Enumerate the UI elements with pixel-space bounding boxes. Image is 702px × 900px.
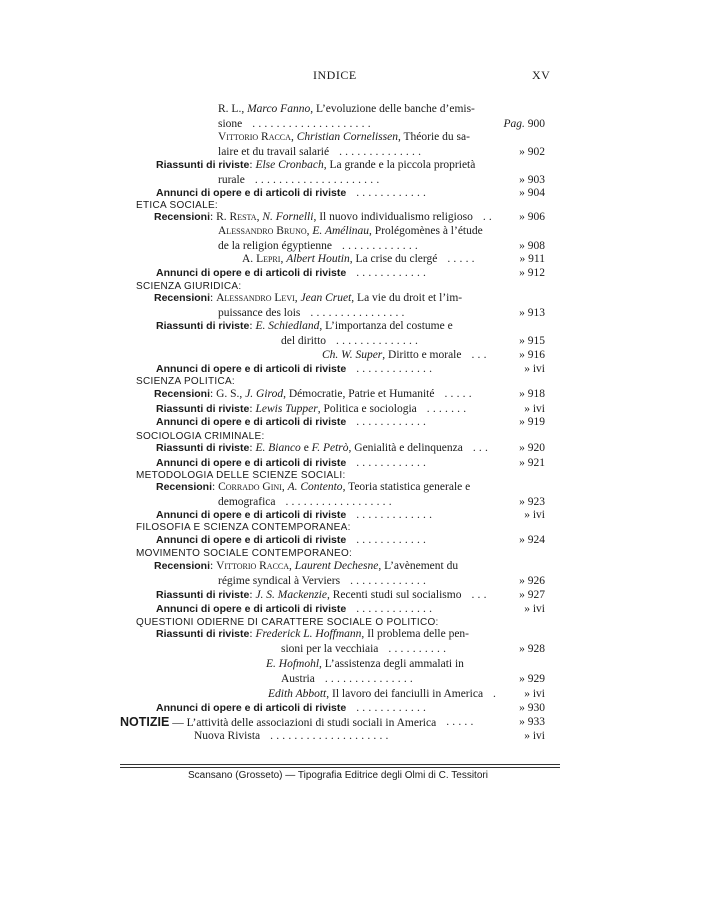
dot-leader: .. (482, 211, 495, 223)
entry-text: METODOLOGIA DELLE SCIENZE SOCIALI: (136, 470, 346, 481)
toc-entry (156, 626, 545, 642)
entry-text: sioni per la vecchiaia (281, 643, 379, 655)
toc-entry (156, 157, 545, 173)
dot-leader: ................ (310, 307, 408, 319)
entry-text: Annunci di opere e di articoli di riviste (156, 509, 347, 521)
entry-text: Recensioni: R. Resta, N. Fornelli, Il nuovo individualismo religioso (154, 211, 473, 223)
entry-page: » ivi (524, 688, 545, 700)
entry-text: Riassunti di riviste: Lewis Tupper, Politica e sociologia (156, 403, 417, 415)
entry-text: Annunci di opere e di articoli di riviste (156, 702, 347, 714)
toc-entry (154, 558, 545, 574)
entry-page: » ivi (524, 603, 545, 615)
dot-leader: ............ (356, 267, 430, 279)
entry-page: » 933 (519, 716, 545, 728)
entry-page: » 924 (519, 534, 545, 546)
toc-entry (218, 101, 545, 117)
dot-leader: ..... (444, 388, 475, 400)
entry-page: » 903 (519, 174, 545, 186)
entry-text: Nuova Rivista (194, 730, 261, 742)
entry-page: » 911 (519, 253, 545, 265)
dot-leader: ............. (356, 363, 436, 375)
dot-leader: . (493, 688, 500, 700)
entry-text: Vittorio Racca, Christian Cornelissen, Théorie du sa- (218, 131, 470, 143)
dot-leader: ... (472, 442, 492, 454)
entry-text: Austria (281, 673, 315, 685)
entry-text: NOTIZIE — L’attività delle associazioni di studi sociali in America (120, 715, 437, 729)
dot-leader: ... (471, 349, 490, 361)
entry-text: A. Lepri, Albert Houtin, La crise du clergé (242, 253, 438, 265)
dot-leader: ............. (342, 240, 421, 252)
entry-page: » 929 (519, 673, 545, 685)
toc-entry (194, 728, 545, 744)
entry-page: » 920 (519, 442, 545, 454)
entry-page: » 919 (519, 416, 545, 428)
entry-page: » 902 (519, 146, 545, 158)
dot-leader: .......... (388, 643, 450, 655)
entry-page: Pag. 900 (503, 118, 545, 130)
entry-page: » 916 (519, 349, 545, 361)
footer-rule (120, 764, 560, 768)
entry-text: Recensioni: Alessandro Levi, Jean Cruet, La vie du droit et l’im- (154, 292, 463, 304)
entry-page: » ivi (524, 363, 545, 375)
entry-page: » 918 (519, 388, 545, 400)
dot-leader: ....... (426, 403, 470, 415)
entry-text: de la religion égyptienne (218, 240, 333, 252)
dot-leader: ............. (356, 603, 436, 615)
entry-page: » 908 (519, 240, 545, 252)
entry-page: » 927 (519, 589, 545, 601)
entry-page: » 906 (519, 211, 545, 223)
entry-text: MOVIMENTO SOCIALE CONTEMPORANEO: (136, 548, 353, 559)
entry-page: » 912 (519, 267, 545, 279)
entry-text: Annunci di opere e di articoli di riviste (156, 416, 347, 428)
toc-entry (154, 290, 545, 306)
entry-page: » ivi (524, 403, 545, 415)
toc-entry (281, 641, 545, 657)
entry-page: » 915 (519, 335, 545, 347)
entry-text: Riassunti di riviste: J. S. Mackenzie, Recenti studi sul socialismo (156, 589, 462, 601)
entry-page: » 904 (519, 187, 545, 199)
dot-leader: ..... (446, 716, 477, 728)
entry-page: » 930 (519, 702, 545, 714)
dot-leader: ............ (356, 187, 430, 199)
entry-text: SOCIOLOGIA CRIMINALE: (136, 431, 265, 442)
dot-leader: ............ (356, 416, 430, 428)
entry-text: sione (218, 118, 243, 130)
entry-text: Annunci di opere e di articoli di riviste (156, 267, 347, 279)
entry-text: Recensioni: G. S., J. Girod, Démocratie, Patrie et Humanité (154, 388, 435, 400)
entry-text: laire et du travail salarié (218, 146, 330, 158)
dot-leader: .................. (285, 496, 395, 508)
entry-text: SCIENZA POLITICA: (136, 376, 236, 387)
toc-entry (218, 223, 545, 239)
dot-leader: .............. (339, 146, 425, 158)
entry-text: rurale (218, 174, 245, 186)
entry-text: régime syndical à Verviers (218, 575, 341, 587)
entry-page: » 923 (519, 496, 545, 508)
dot-leader: .................... (252, 118, 374, 130)
entry-text: Riassunti di riviste: Frederick L. Hoffmann, Il problema delle pen- (156, 628, 470, 640)
toc-entry (281, 671, 545, 687)
entry-text: QUESTIONI ODIERNE DI CARATTERE SOCIALE O POLITICO: (136, 617, 439, 628)
entry-text: ETICA SOCIALE: (136, 200, 219, 211)
entry-text: Annunci di opere e di articoli di riviste (156, 603, 347, 615)
entry-page: » 926 (519, 575, 545, 587)
entry-text: Recensioni: Vittorio Racca, Laurent Dechesne, L’avènement du (154, 560, 459, 572)
entry-page: » ivi (524, 730, 545, 742)
dot-leader: ............ (356, 457, 430, 469)
page-number: XV (532, 68, 551, 82)
entry-text: Alessandro Bruno, E. Amélinau, Prolégomènes à l’étude (218, 225, 483, 237)
entry-text: Annunci di opere e di articoli di riviste (156, 534, 347, 546)
entry-text: Ch. W. Super, Diritto e morale (322, 349, 462, 361)
dot-leader: ............ (356, 702, 430, 714)
entry-text: E. Hofmohl, L’assistenza degli ammalati in (266, 658, 464, 670)
entry-text: puissance des lois (218, 307, 301, 319)
page-title: INDICE (313, 68, 357, 82)
dot-leader: ............. (350, 575, 430, 587)
dot-leader: ............... (324, 673, 416, 685)
toc-entry (266, 656, 545, 672)
entry-page: » 928 (519, 643, 545, 655)
dot-leader: ... (471, 589, 490, 601)
dot-leader: ..... (447, 253, 478, 265)
entry-page: » ivi (524, 509, 545, 521)
entry-text: demografica (218, 496, 276, 508)
dot-leader: ..................... (254, 174, 383, 186)
entry-text: del diritto (281, 335, 327, 347)
entry-text: Annunci di opere e di articoli di riviste (156, 187, 347, 199)
entry-text: Edith Abbott, Il lavoro dei fanciulli in America (268, 688, 484, 700)
entry-page: » 921 (519, 457, 545, 469)
entry-text: FILOSOFIA E SCIENZA CONTEMPORANEA: (136, 522, 351, 533)
toc-entry (156, 440, 545, 456)
entry-text: Recensioni: Corrado Gini, A. Contento, Teoria statistica generale e (156, 481, 471, 493)
entry-text: Riassunti di riviste: Else Cronbach, La grande e la piccola proprietà (156, 159, 476, 171)
dot-leader: .................... (270, 730, 392, 742)
entry-text: SCIENZA GIURIDICA: (136, 281, 242, 292)
entry-text: Riassunti di riviste: E. Schiedland, L’importanza del costume e (156, 320, 453, 332)
toc-entry (156, 318, 545, 334)
printer-imprint: Scansano (Grosseto) — Tipografia Editrice degli Olmi di C. Tessitori (188, 770, 488, 781)
dot-leader: ............. (356, 509, 436, 521)
entry-page: » 913 (519, 307, 545, 319)
dot-leader: ............ (356, 534, 430, 546)
dot-leader: .............. (336, 335, 422, 347)
entry-text: Annunci di opere e di articoli di riviste (156, 457, 347, 469)
toc-entry (218, 129, 545, 145)
entry-text: R. L., Marco Fanno, L’evoluzione delle banche d’emis- (218, 103, 475, 115)
toc-entry (156, 479, 545, 495)
entry-text: Riassunti di riviste: E. Bianco e F. Petrò, Genialità e delinquenza (156, 442, 463, 454)
toc-entry (154, 386, 545, 402)
entry-text: Annunci di opere e di articoli di riviste (156, 363, 347, 375)
